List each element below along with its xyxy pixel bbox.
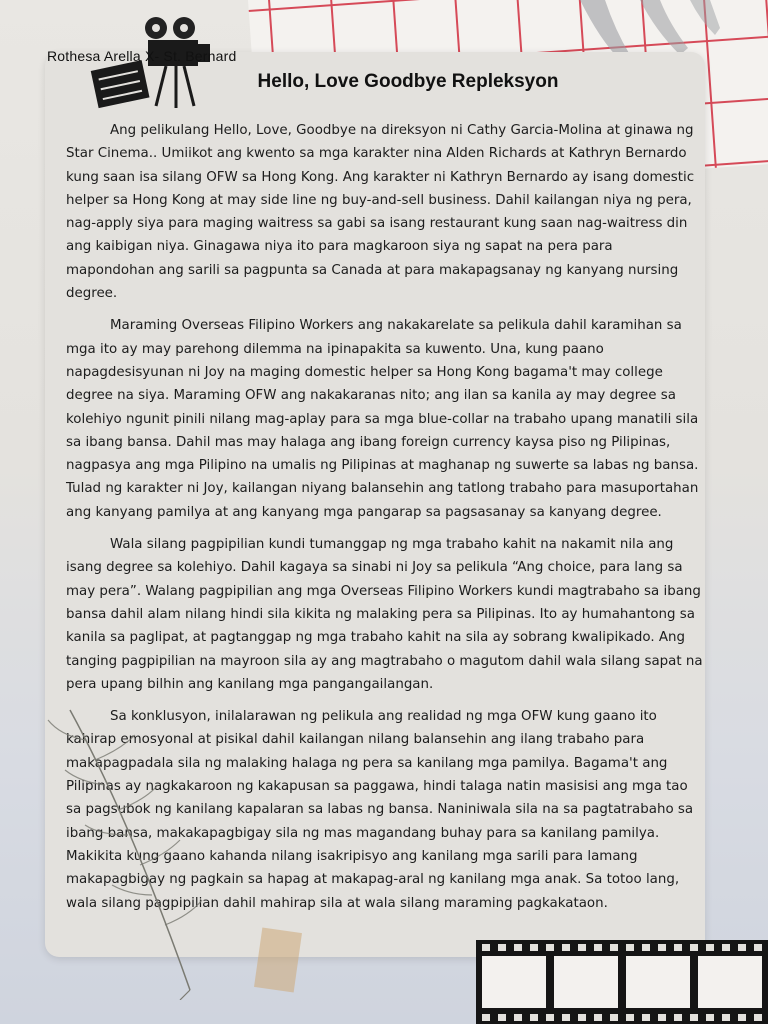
paragraph: Sa konklusyon, inilalarawan ng pelikula ang realidad ng mga OFW kung gaano ito kahirap emosyonal at pisikal dahil kailangan nilang balansehin ang ilang trabaho para makapagpadala sila ng malaking halaga ng pera sa kanilang mga pamilya. Bagama't ang Pilipinas ay nagkakaroon ng kakapusan sa paggawa, hindi talaga natin masisisi ang mga tao sa pagsubok ng kanilang kapalaran sa labas ng bansa. Naniniwala sila na sa pagtatrabaho sa ibang bansa, makakapagbigay sila ng mas magandang buhay para sa kanilang pamilya. Makikita kung gaano kahanda nilang isakripisyo ang kanilang mga sarili para lamang makapagbigay ng pagkain sa hapag at makapag-aral ng kanilang mga anak. Sa totoo lang, wala silang pagpipilian dahil mahirap sila at wala silang maraming pagkakataon. (66, 709, 694, 911)
paragraph: Wala silang pagpipilian kundi tumanggap ng mga trabaho kahit na nakamit nila ang isang degree sa kolehiyo. Dahil kagaya sa sinabi ni Joy sa pelikula “Ang choice, para lang sa may pera”. Walang pagpipilian ang mga Overseas Filipino Workers kundi magtrabaho sa ibang bansa dahil alam nilang hindi sila kikita ng malaking pera sa Pilipinas. Ito ay humahantong sa kanila sa paglipat, at pagtanggap ng mga trabaho kahit na sila ay sobrang kwalipikado. Ang tanging pagpipilian na mayroon sila ay ang magtrabaho o magutom dahil wala silang sapat na pera upang bilhin ang kanilang mga pangangailangan. (66, 537, 703, 692)
paragraph: Maraming Overseas Filipino Workers ang nakakarelate sa pelikula dahil karamihan sa mga ito ay may parehong dilemma na ipinapakita sa kuwento. Una, kung paano napagdesisyunan ni Joy na maging domestic helper sa Hong Kong bagama't may college degree na siya. Maraming OFW ang nakakaranas nito; ang ilan sa kanila ay may degree sa kolehiyo ngunit pinili nilang mag-aplay para sa mga blue-collar na trabaho upang manatili sila sa ibang bansa. Dahil mas may halaga ang ibang foreign currency kaysa piso ng Pilipinas, nagpasya ang mga Pilipino na umalis ng Pilipinas at maghanap ng suwerte sa labas ng bansa. Tulad ng karakter ni Joy, kailangan niyang balansehin ang tatlong trabaho para masuportahan ang kanyang pamilya at ang kanyang mga pangarap sa pagsasanay sa kanyang degree. (66, 318, 699, 520)
author-name: Rothesa Arella X- St. Bernard (47, 48, 237, 64)
tape-decoration (254, 928, 302, 993)
page-title: Hello, Love Goodbye Repleksyon (257, 71, 559, 92)
paragraph: Ang pelikulang Hello, Love, Goodbye na direksyon ni Cathy Garcia-Molina at ginawa ng Star Cinema.. Umiikot ang kwento sa mga karakter nina Alden Richards at Kathryn Bernardo kung saan isa silang OFW sa Hong Kong. Ang karakter ni Kathryn Bernardo ay isang domestic helper sa Hong Kong at may side line ng buy-and-sell business. Dahil kailangan niya ng pera, nag-apply siya para maging waitress sa gabi sa isang restaurant kung saan nag-waitress din ang kaibigan niya. Ginagawa niya ito para magkaroon siya ng sapat na pera para mapondohan ang sarili sa pagpunta sa Canada at para makapagsanay ng kanyang nursing degree. (66, 123, 695, 302)
film-strip-icon (476, 940, 768, 1024)
plant-sprig-icon (40, 700, 260, 1000)
leaf-decoration-icon (560, 0, 720, 60)
